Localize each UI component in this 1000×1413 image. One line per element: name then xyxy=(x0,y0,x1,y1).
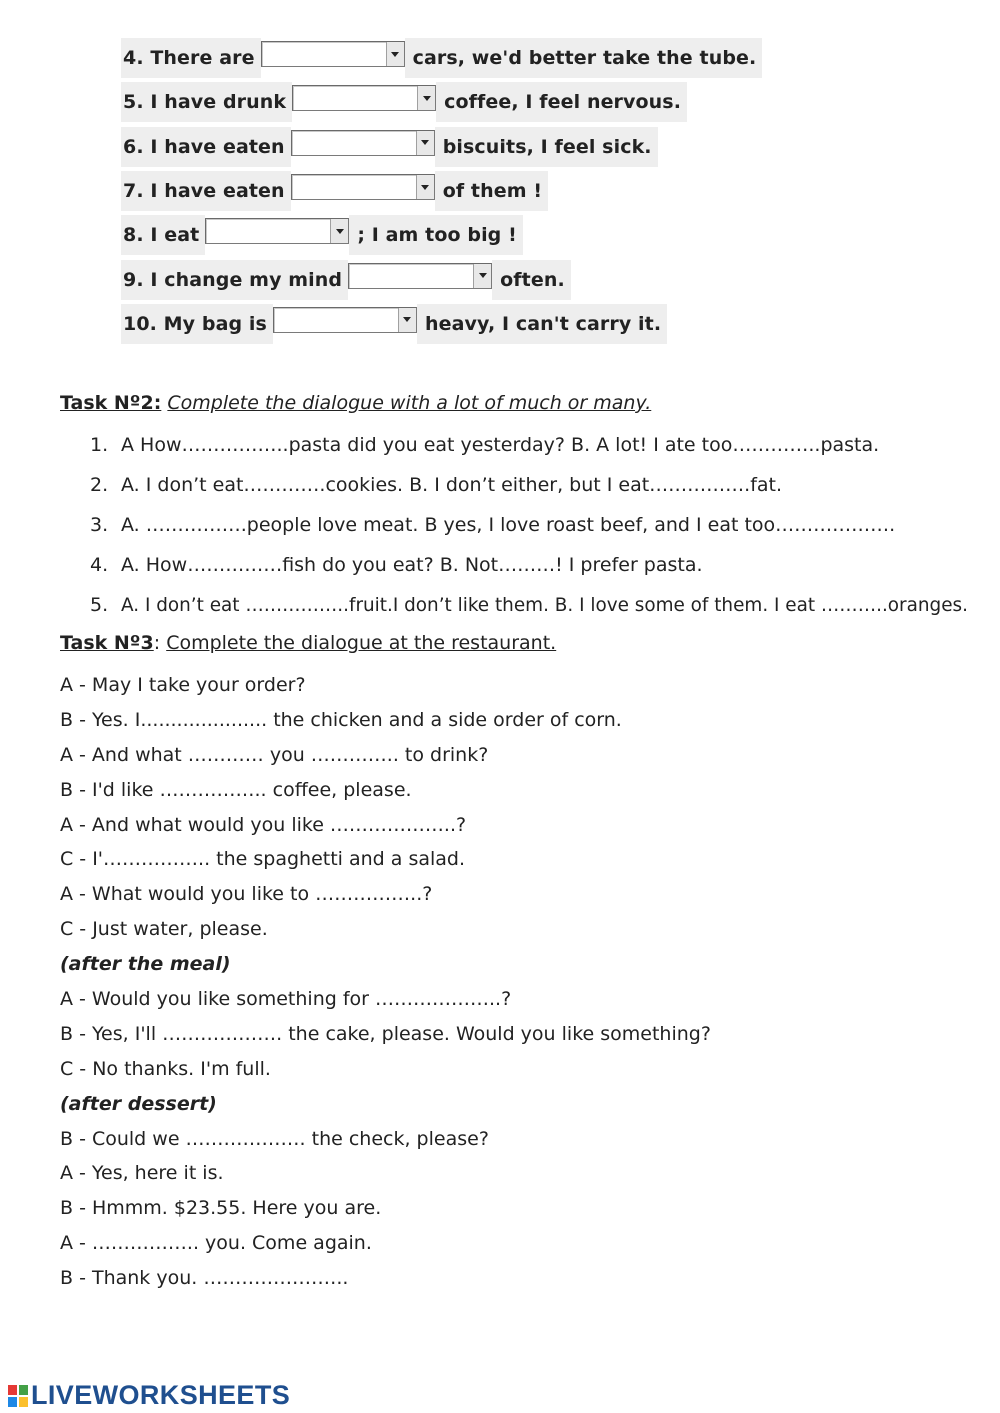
chevron-down-icon[interactable] xyxy=(398,308,416,332)
chevron-down-icon[interactable] xyxy=(416,131,434,155)
task2-heading xyxy=(60,392,651,414)
chevron-down-icon[interactable] xyxy=(330,219,348,243)
list-item-text: A. I don’t eat………….cookies. B. I don’t either, but I eat…………….fat. xyxy=(121,474,783,496)
list-item-number: 1. xyxy=(90,434,109,456)
dialogue-line: A - Yes, here it is. xyxy=(60,1162,224,1185)
dialogue-line: B - Yes, I'll ………………. the cake, please. Would you like something? xyxy=(60,1022,711,1045)
answer-dropdown-value xyxy=(292,175,416,199)
task1-row-text-before: 8. I eat xyxy=(121,215,205,255)
list-item xyxy=(90,432,968,472)
answer-dropdown-value xyxy=(292,131,416,155)
answer-dropdown[interactable] xyxy=(292,85,436,111)
dialogue-line: A - May I take your order? xyxy=(60,674,306,696)
chevron-down-icon[interactable] xyxy=(417,86,435,110)
task1-row xyxy=(121,302,762,346)
list-item-number: 2. xyxy=(90,474,109,496)
dialogue-line: A - What would you like to ……………..? xyxy=(60,883,433,906)
list-item-number: 3. xyxy=(90,514,109,536)
task2-label: Task Nº2: xyxy=(60,392,162,414)
chevron-down-icon[interactable] xyxy=(386,42,404,66)
task1-row xyxy=(121,213,762,257)
task3-colon: : xyxy=(153,632,161,654)
answer-dropdown[interactable] xyxy=(261,41,405,67)
task1-row-text-after: of them ! xyxy=(435,171,548,211)
task1-row-text-before: 4. There are xyxy=(121,38,261,78)
task1-row-text-after: ; I am too big ! xyxy=(349,215,523,255)
task1-row-text-after: cars, we'd better take the tube. xyxy=(405,38,763,78)
answer-dropdown[interactable] xyxy=(291,130,435,156)
answer-dropdown-value xyxy=(293,86,417,110)
task3-heading xyxy=(60,632,556,654)
stage-direction: (after the meal) xyxy=(60,953,231,976)
dialogue-line: A - And what would you like ………………..? xyxy=(60,813,467,836)
task3-label: Task Nº3 xyxy=(60,632,154,654)
list-item xyxy=(90,472,968,512)
list-item-text: A. …………….people love meat. B yes, I love roast beef, and I eat too………………. xyxy=(121,514,896,536)
list-item-number: 4. xyxy=(90,554,109,576)
task1-row xyxy=(121,257,762,301)
answer-dropdown-value xyxy=(349,264,473,288)
answer-dropdown-value xyxy=(206,219,330,243)
list-item-text: A. How……………fish do you eat? B. Not………! I prefer pasta. xyxy=(121,554,703,576)
dialogue-line: A - And what ………… you ………….. to drink? xyxy=(60,743,489,766)
task3-instruction: Complete the dialogue at the restaurant. xyxy=(166,632,557,654)
task1-row-text-before: 9. I change my mind xyxy=(121,260,348,300)
chevron-down-icon[interactable] xyxy=(416,175,434,199)
task1-row xyxy=(121,80,762,124)
dialogue-line: C - No thanks. I'm full. xyxy=(60,1057,271,1080)
task1-row xyxy=(121,36,762,80)
list-item xyxy=(90,552,968,592)
chevron-down-icon[interactable] xyxy=(473,264,491,288)
answer-dropdown[interactable] xyxy=(273,307,417,333)
task1-row-text-before: 6. I have eaten xyxy=(121,127,291,167)
dialogue-line: A - …………….. you. Come again. xyxy=(60,1232,372,1255)
task1-row-text-before: 5. I have drunk xyxy=(121,82,292,122)
task3-dialogue xyxy=(60,672,711,1300)
dialogue-line: B - Thank you. ………………….. xyxy=(60,1267,349,1290)
list-item xyxy=(90,592,968,632)
list-item-text: A How……………..pasta did you eat yesterday? B. A lot! I ate too…………..pasta. xyxy=(121,434,880,456)
answer-dropdown[interactable] xyxy=(205,218,349,244)
task1-row xyxy=(121,169,762,213)
task1-row xyxy=(121,125,762,169)
list-item-text: A. I don’t eat ……………..fruit.I don’t like them. B. I love some of them. I eat ………..oranges. xyxy=(121,595,968,616)
dialogue-line: B - Hmmm. $23.55. Here you are. xyxy=(60,1197,382,1220)
answer-dropdown-value xyxy=(262,42,386,66)
task1-row-text-after: coffee, I feel nervous. xyxy=(436,82,687,122)
list-item xyxy=(90,512,968,552)
dialogue-line: C - I'…………….. the spaghetti and a salad. xyxy=(60,848,466,871)
logo-text: LIVEWORKSHEETS xyxy=(31,1380,291,1410)
task2-list xyxy=(90,432,968,632)
liveworksheets-logo xyxy=(8,1380,290,1411)
task1-row-text-after: heavy, I can't carry it. xyxy=(417,304,667,344)
task1-dropdown-list xyxy=(121,36,762,346)
dialogue-line: A - Would you like something for ………………..? xyxy=(60,988,512,1011)
task1-row-text-after: biscuits, I feel sick. xyxy=(435,127,658,167)
liveworksheets-logo-icon xyxy=(8,1385,28,1407)
dialogue-line: B - Could we ………………. the check, please? xyxy=(60,1127,489,1150)
dialogue-line: B - Yes. I..................... the chicken and a side order of corn. xyxy=(60,708,622,731)
answer-dropdown-value xyxy=(274,308,398,332)
list-item-number: 5. xyxy=(90,594,109,616)
dialogue-line: B - I'd like …………….. coffee, please. xyxy=(60,778,412,801)
answer-dropdown[interactable] xyxy=(348,263,492,289)
stage-direction: (after dessert) xyxy=(60,1092,217,1115)
task1-row-text-before: 7. I have eaten xyxy=(121,171,291,211)
task1-row-text-after: often. xyxy=(492,260,571,300)
task1-row-text-before: 10. My bag is xyxy=(121,304,273,344)
dialogue-line: C - Just water, please. xyxy=(60,918,268,941)
answer-dropdown[interactable] xyxy=(291,174,435,200)
task2-instruction: Complete the dialogue with a lot of much or many. xyxy=(167,392,652,414)
